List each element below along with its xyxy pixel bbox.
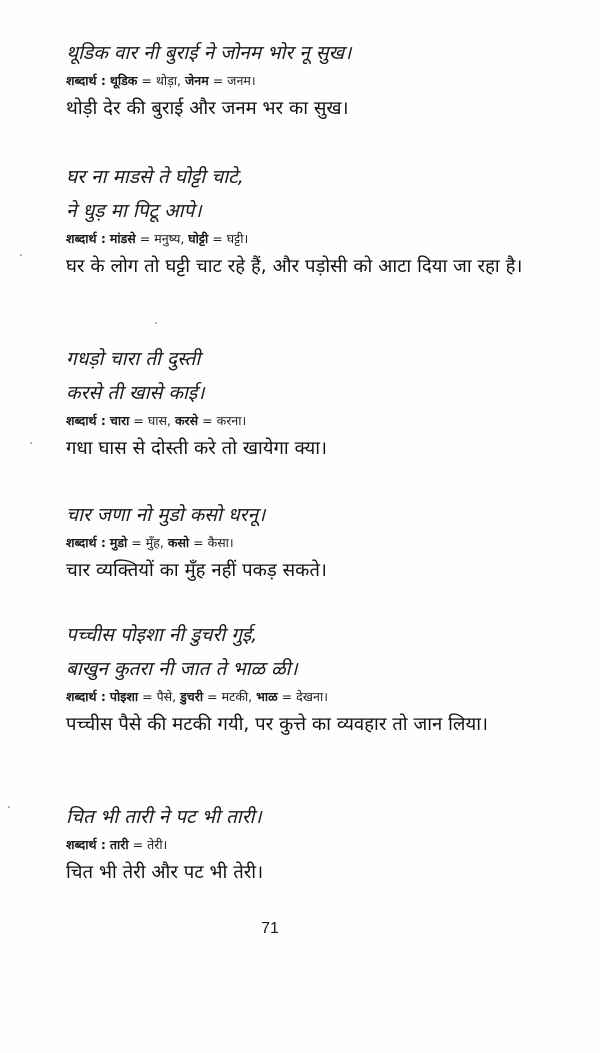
page-number: 71 [261, 920, 279, 937]
gloss-term: भाळ [256, 689, 278, 704]
gloss-term: करसे [174, 413, 199, 428]
word-meanings: शब्दार्थ : थूडिक = थोड़ा, जेनम = जनम। [66, 73, 256, 88]
proverb-meaning: पच्चीस पैसे की मटकी गयी, पर कुत्ते का व्यवहार तो जान लिया। [66, 714, 489, 735]
proverb-line: करसे ती खासे काई। [66, 382, 205, 404]
proverb-meaning: गधा घास से दोस्ती करे तो खायेगा क्या। [66, 438, 328, 459]
print-speck [20, 254, 22, 256]
proverb-entry-3 [66, 342, 576, 466]
gloss-term: पोइशा [109, 689, 139, 704]
word-meanings: शब्दार्थ : मुडो = मुँह, कसो = कैसा। [66, 535, 234, 550]
gloss-label: शब्दार्थ : [66, 689, 106, 704]
proverb-line: गधड़ो चारा ती दुस्ती [66, 348, 201, 370]
gloss-label: शब्दार्थ : [66, 231, 106, 246]
proverb-line: घर ना माडसे ते घोट्टी चाटे, [66, 166, 244, 188]
gloss-term: घोट्टी [188, 231, 209, 246]
print-speck [8, 806, 10, 808]
gloss-meaning: कैसा। [207, 535, 234, 550]
gloss-meaning: घट्टी। [226, 231, 249, 246]
word-meanings: शब्दार्थ : पोइशा = पैसे, डुचरी = मटकी, भाळ = देखना। [66, 689, 328, 704]
proverb-entry-4 [66, 498, 576, 588]
print-speck [155, 322, 157, 324]
word-meanings: शब्दार्थ : चारा = घास, करसे = करना। [66, 413, 247, 428]
proverb-meaning: थोड़ी देर की बुराई और जनम भर का सुख। [66, 98, 349, 119]
proverb-meaning: चार व्यक्तियों का मुँह नहीं पकड़ सकते। [66, 560, 327, 581]
gloss-meaning: जनम। [227, 73, 256, 88]
proverb-line: बाखुन कुतरा नी जात ते भाळ ळी। [66, 658, 298, 680]
gloss-meaning: तेरी। [147, 837, 168, 852]
gloss-term: मांडसे [109, 231, 136, 246]
gloss-meaning: मनुष्य, [154, 231, 185, 246]
proverb-line: चार जणा नो मुडो कसो धरनू। [66, 504, 266, 526]
proverb-entry-1 [66, 36, 576, 126]
proverb-line: पच्चीस पोइशा नी डुचरी गुई, [66, 624, 258, 646]
gloss-label: शब्दार्थ : [66, 413, 106, 428]
proverb-entry-5 [66, 618, 576, 742]
gloss-term: तारी [109, 837, 129, 852]
proverb-meaning: चित भी तेरी और पट भी तेरी। [66, 862, 264, 883]
gloss-meaning: देखना। [296, 689, 328, 704]
gloss-label: शब्दार्थ : [66, 535, 106, 550]
gloss-meaning: मटकी, [221, 689, 253, 704]
word-meanings: शब्दार्थ : तारी = तेरी। [66, 837, 168, 852]
gloss-term: चारा [109, 413, 130, 428]
proverb-meaning: घर के लोग तो घट्टी चाट रहे हैं, और पड़ोसी को आटा दिया जा रहा है। [66, 256, 523, 277]
proverb-line: चित भी तारी ने पट भी तारी। [66, 806, 262, 828]
proverb-entry-6 [66, 800, 576, 890]
print-speck [30, 442, 32, 444]
gloss-meaning: करना। [216, 413, 247, 428]
proverb-line: थूडिक वार नी बुराई ने जोनम भोर नू सुख। [66, 42, 352, 64]
word-meanings: शब्दार्थ : मांडसे = मनुष्य, घोट्टी = घट्टी। [66, 231, 249, 246]
gloss-meaning: घास, [147, 413, 171, 428]
gloss-label: शब्दार्थ : [66, 73, 106, 88]
gloss-term: कसो [167, 535, 190, 550]
gloss-meaning: थोड़ा, [155, 73, 181, 88]
proverb-entry-2 [66, 160, 576, 284]
proverb-line: ने धुड़ मा पिटू आपे। [66, 200, 202, 222]
gloss-term: थूडिक [109, 73, 138, 88]
gloss-term: जेनम [184, 73, 209, 88]
gloss-term: डुचरी [180, 689, 204, 704]
gloss-label: शब्दार्थ : [66, 837, 106, 852]
gloss-meaning: मुँह, [145, 535, 164, 550]
gloss-meaning: पैसे, [156, 689, 177, 704]
gloss-term: मुडो [109, 535, 128, 550]
